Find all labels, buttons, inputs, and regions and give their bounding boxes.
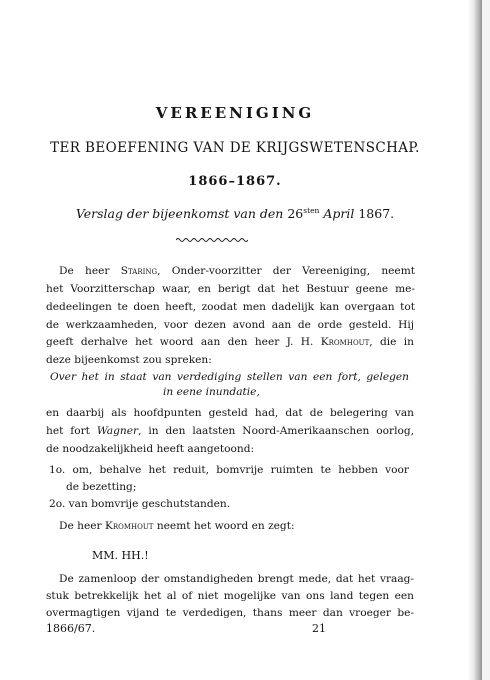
text-line: De heer Staring, Onder-voorzitter der Vereeniging, neemt bbox=[59, 265, 415, 277]
topic-line: in eene inundatie, bbox=[163, 386, 260, 398]
text-line: stuk betrekkelijk het al of niet mogelijke van ons land tegen een bbox=[46, 590, 414, 602]
text-line: de noodzakelijkheid heeft aangetoond: bbox=[46, 443, 255, 455]
person-name: Kromhout bbox=[104, 520, 154, 532]
person-name: Staring bbox=[120, 265, 158, 277]
meeting-pre: Verslag der bijeenkomst van den bbox=[75, 206, 284, 222]
page-binding-shadow bbox=[468, 0, 482, 680]
page-edge bbox=[482, 0, 490, 680]
wavy-divider bbox=[176, 236, 248, 244]
list-item: 1o. om, behalve het reduit, bomvrije ruimten te hebben voor bbox=[49, 464, 409, 476]
text-line: het Voorzitterschap waar, en berigt dat het Bestuur geene me- bbox=[46, 283, 415, 295]
text-line: De zamenloop der omstandigheden brengt mede, dat het vraag- bbox=[59, 573, 414, 585]
page-title: VEREENIGING bbox=[155, 104, 315, 122]
meeting-suffix: sten bbox=[303, 206, 320, 215]
text-line: dedeelingen te doen heeft, zoodat men dadelijk kan overgaan tot bbox=[46, 301, 415, 313]
person-name: Kromhout bbox=[320, 336, 370, 348]
topic-line: Over het in staat van verdediging stellen van een fort, gelegen bbox=[50, 371, 409, 383]
fort-name: Wagner bbox=[96, 425, 139, 437]
page-number: 21 bbox=[312, 622, 326, 635]
text-line: de werkzaamheden, voor dezen avond aan de orde gesteld. Hij bbox=[46, 319, 414, 331]
meeting-year: 1867. bbox=[358, 206, 395, 222]
text-line: De heer Kromhout neemt het woord en zegt: bbox=[59, 520, 295, 532]
text-line: het fort Wagner, in den laatsten Noord-Amerikaanschen oorlog, bbox=[46, 425, 414, 437]
year-heading: 1866–1867. bbox=[188, 174, 282, 189]
meeting-heading bbox=[0, 206, 470, 221]
text-line: en daarbij als hoofdpunten gesteld had, dat de belegering van bbox=[46, 407, 414, 419]
salutation: MM. HH.! bbox=[92, 549, 149, 562]
meeting-day: 26 bbox=[287, 206, 304, 222]
page-subtitle: TER BEOEFENING VAN DE KRIJGSWETENSCHAP. bbox=[50, 140, 420, 156]
text-line: deze bijeenkomst zou spreken: bbox=[46, 354, 212, 366]
signature-mark: 1866/67. bbox=[46, 622, 96, 635]
list-item-continuation: de bezetting; bbox=[66, 481, 137, 493]
text-line: geeft derhalve het woord aan den heer J. H. Kromhout, die in bbox=[46, 336, 414, 348]
list-item: 2o. van bomvrije geschutstanden. bbox=[49, 498, 231, 510]
text-line: overmagtigen vijand te verdedigen, thans meer dan vroeger be- bbox=[46, 607, 414, 619]
meeting-month: April bbox=[323, 206, 355, 222]
